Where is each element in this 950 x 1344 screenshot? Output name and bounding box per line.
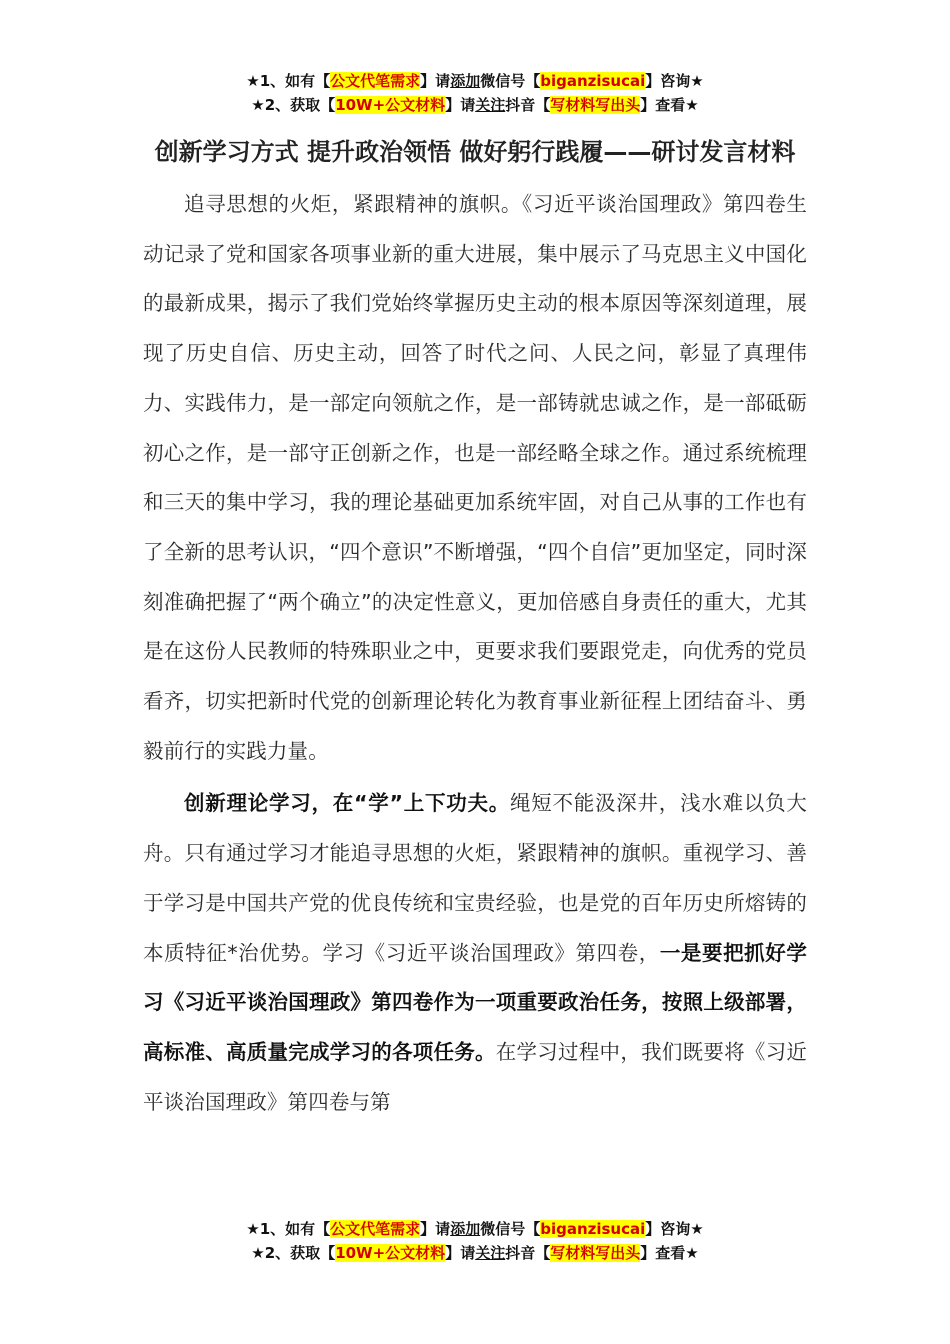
highlight-douyin-account: 写材料写出头 bbox=[550, 96, 641, 114]
banner-line-1: ★1、如有【公文代笔需求】请添加微信号【biganzisucai】咨询★ bbox=[246, 72, 704, 90]
highlight-materials: 10W+公文材料 bbox=[335, 96, 446, 114]
footer-banner bbox=[0, 1217, 950, 1265]
paragraph-study: 创新理论学习，在“学”上下功夫。绳短不能汲深井，浅水难以负大舟。只有通过学习才能追寻思想的火炬，紧跟精神的旗帜。重视学习、善于学习是中国共产党的优良传统和宝贵经验，也是党的百年历史所熔铸的本质特征*治优势。学习《习近平谈治国理政》第四卷，一是要把抓好学习《习近平谈治国理政》第四卷作为一项重要政治任务，按照上级部署，高标准、高质量完成学习的各项任务。在学习过程中，我们既要将《习近平谈治国理政》第四卷与第 bbox=[143, 791, 807, 1114]
banner-line-2: ★2、获取【10W+公文材料】请关注抖音【写材料写出头】查看★ bbox=[251, 96, 699, 114]
paragraph-key-point: 一是要把抓好学习《习近平谈治国理政》第四卷作为一项重要政治任务，按照上级部署，高标准、高质量完成学习的各项任务。 bbox=[143, 940, 807, 1064]
highlight-wechat-id: biganzisucai bbox=[540, 72, 646, 90]
header-banner bbox=[0, 69, 950, 117]
document-title: 创新学习方式 提升政治领悟 做好躬行践履——研讨发言材料 bbox=[154, 138, 796, 166]
paragraph-intro: 追寻思想的火炬，紧跟精神的旗帜。《习近平谈治国理政》第四卷生动记录了党和国家各项事业新的重大进展，集中展示了马克思主义中国化的最新成果，揭示了我们党始终掌握历史主动的根本原因等深刻道理，展现了历史自信、历史主动，回答了时代之问、人民之问，彰显了真理伟力、实践伟力，是一部定向领航之作，是一部铸就忠诚之作，是一部砥砺初心之作，是一部守正创新之作，也是一部经略全球之作。通过系统梳理和三天的集中学习，我的理论基础更加系统牢固，对自己从事的工作也有了全新的思考认识，“四个意识”不断增强，“四个自信”更加坚定，同时深刻准确把握了“两个确立”的决定性意义，更加倍感自身责任的重大，尤其是在这份人民教师的特殊职业之中，更要求我们要跟党走，向优秀的党员看齐，切实把新时代党的创新理论转化为教育事业新征程上团结奋斗、勇毅前行的实践力量。 bbox=[143, 192, 807, 763]
paragraph-lead-heading: 创新理论学习，在“学”上下功夫。 bbox=[184, 791, 511, 816]
highlight-ghostwriting: 公文代笔需求 bbox=[330, 72, 421, 90]
footer-banner-line-2: ★2、获取【10W+公文材料】请关注抖音【写材料写出头】查看★ bbox=[251, 1244, 699, 1262]
footer-banner-line-1: ★1、如有【公文代笔需求】请添加微信号【biganzisucai】咨询★ bbox=[246, 1220, 704, 1238]
document-body bbox=[143, 130, 807, 1130]
